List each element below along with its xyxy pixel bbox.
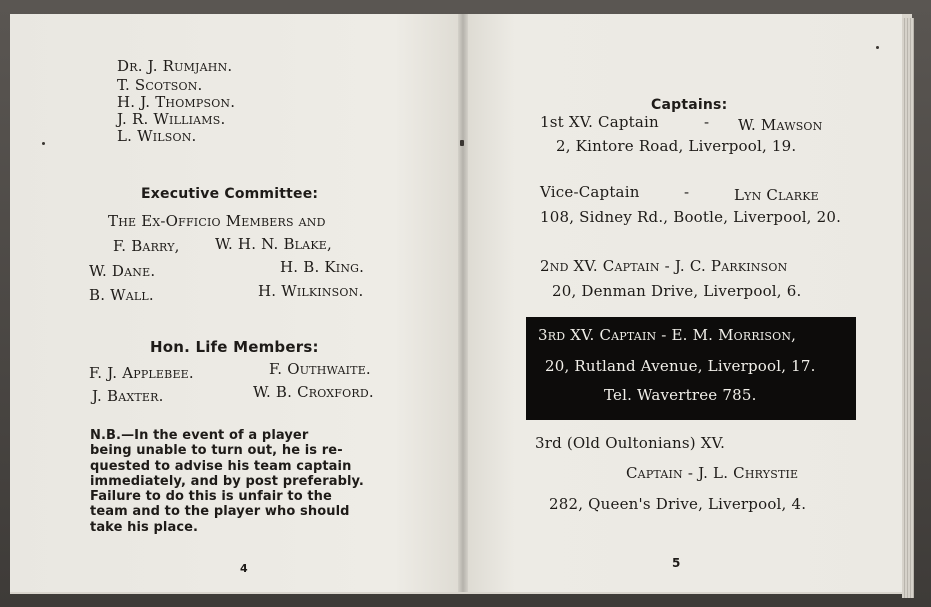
member-name: J. R. Williams. [117, 110, 226, 128]
paper-speck [42, 142, 45, 145]
note-line: quested to advise his team captain [90, 458, 352, 474]
vice-captain-name: Lyn Clarke [734, 186, 819, 204]
vice-captain-label: Vice-Captain [540, 183, 640, 201]
captains-heading: Captains: [651, 97, 728, 113]
note-line: team and to the player who should [90, 504, 350, 520]
page-edges [902, 18, 914, 598]
captain-3rd-xv-address: 20, Rutland Avenue, Liverpool, 17. [545, 357, 816, 375]
captain-2nd-xv: 2nd XV. Captain - J. C. Parkinson [540, 257, 788, 275]
note-line: being unable to turn out, he is re- [90, 443, 343, 459]
vice-captain-address: 108, Sidney Rd., Bootle, Liverpool, 20. [540, 208, 842, 226]
life-member: W. B. Croxford. [253, 383, 374, 401]
old-oultonians-captain: Captain - J. L. Chrystie [626, 464, 799, 482]
dash-separator: - [704, 113, 710, 131]
member-name: H. J. Thompson. [117, 93, 236, 111]
dash-separator: - [684, 183, 690, 201]
life-members-heading: Hon. Life Members: [150, 338, 319, 356]
captain-3rd-xv: 3rd XV. Captain - E. M. Morrison, [538, 326, 797, 344]
old-oultonians-xv-label: 3rd (Old Oultonians) XV. [535, 434, 726, 452]
note-line: Failure to do this is unfair to the [90, 489, 332, 505]
life-member: F. J. Applebee. [89, 364, 194, 382]
life-member: J. Baxter. [92, 387, 164, 405]
staple-mark [460, 140, 464, 146]
old-oultonians-address: 282, Queen's Drive, Liverpool, 4. [549, 495, 807, 513]
captain-1st-xv-label: 1st XV. Captain [540, 113, 659, 131]
executive-committee-heading: Executive Committee: [141, 186, 319, 202]
note-line: take his place. [90, 519, 199, 535]
page-number: 4 [240, 562, 248, 575]
captain-1st-xv-address: 2, Kintore Road, Liverpool, 19. [556, 137, 797, 155]
note-line: N.B.—In the event of a player [90, 428, 309, 443]
life-member: F. Outhwaite. [269, 360, 371, 378]
executive-member: H. Wilkinson. [258, 282, 364, 300]
captain-2nd-xv-address: 20, Denman Drive, Liverpool, 6. [552, 282, 802, 300]
book-gutter [458, 14, 468, 592]
member-name: T. Scotson. [117, 76, 203, 94]
executive-member: H. B. King. [280, 258, 365, 276]
member-name: Dr. J. Rumjahn. [117, 57, 233, 75]
executive-member: F. Barry, [113, 237, 180, 255]
paper-speck [876, 46, 879, 49]
member-name: L. Wilson. [117, 127, 197, 145]
executive-member: W. H. N. Blake, [215, 235, 332, 253]
page-number: 5 [672, 556, 681, 570]
executive-member: B. Wall. [89, 286, 154, 304]
note-paragraph [90, 428, 390, 535]
note-line: immediately, and by post preferably. [90, 473, 364, 489]
executive-intro: The Ex-Officio Members and [108, 212, 326, 230]
captain-1st-xv-name: W. Mawson [738, 116, 823, 134]
captain-3rd-xv-telephone: Tel. Wavertree 785. [604, 386, 757, 404]
executive-member: W. Dane. [89, 262, 156, 280]
